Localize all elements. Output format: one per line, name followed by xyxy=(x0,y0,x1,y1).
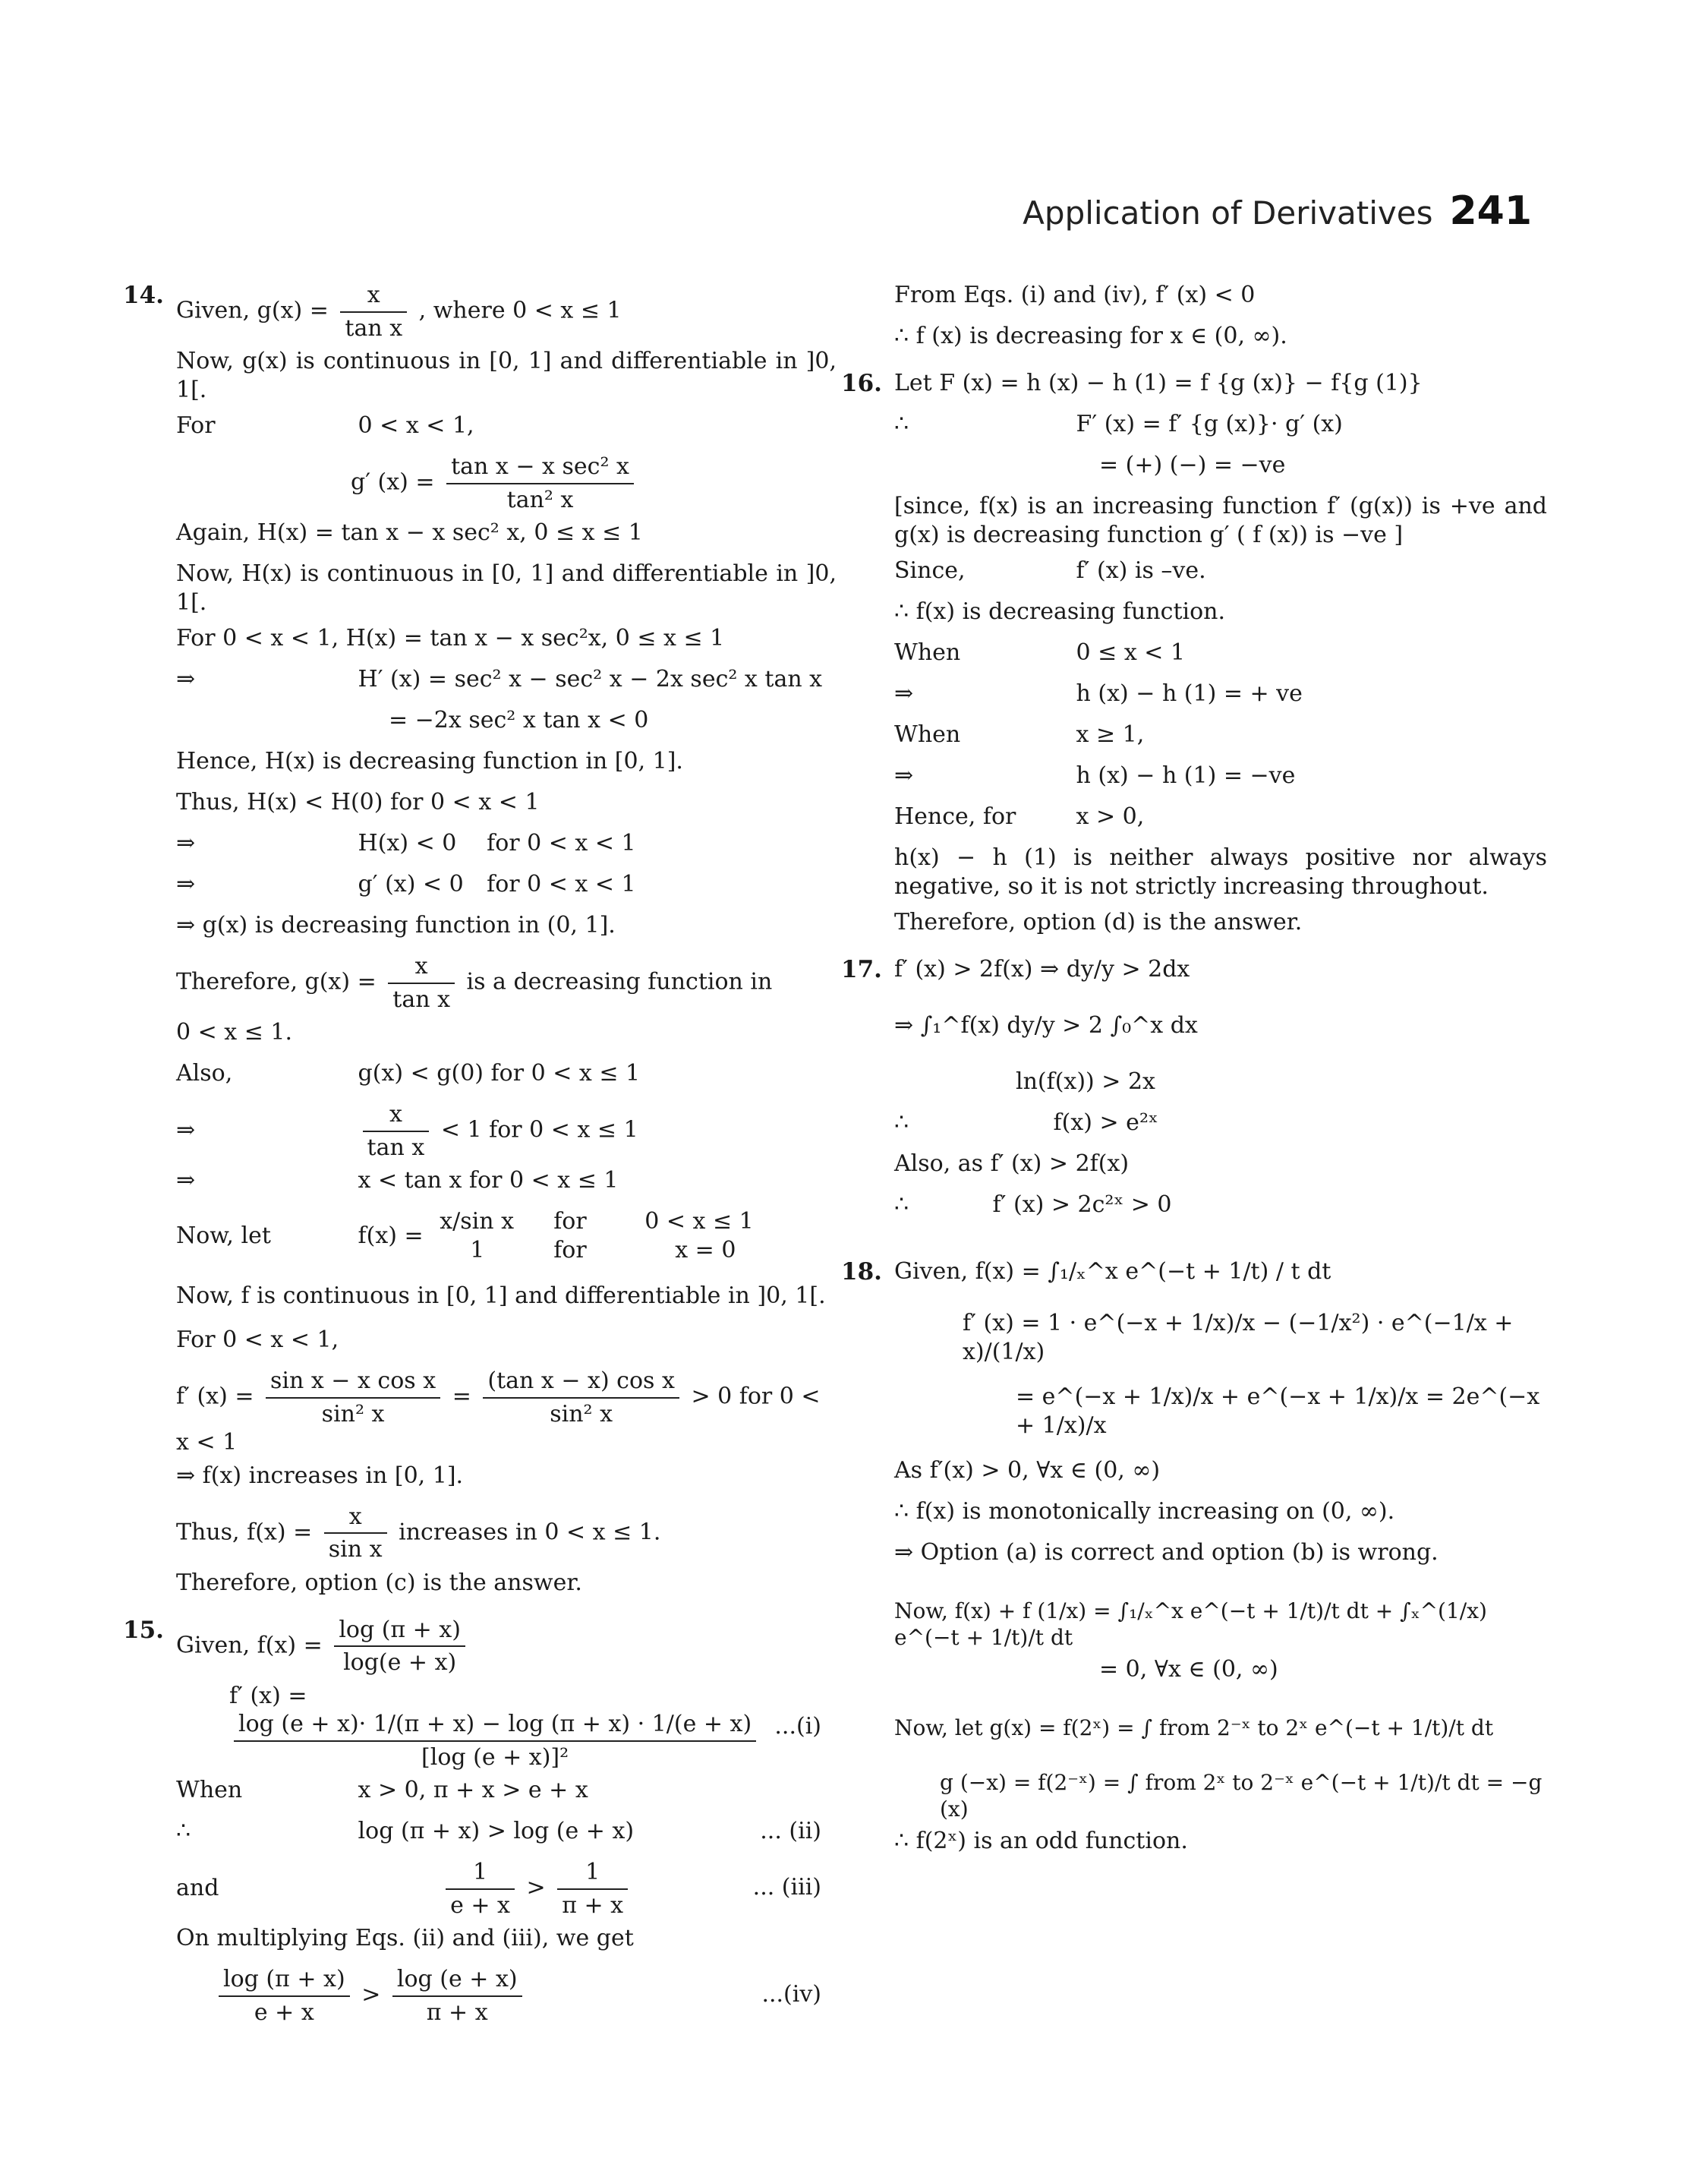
equation-tag: ...(iv) xyxy=(761,1981,821,2008)
therefore-symbol: ∴ xyxy=(894,1191,909,1218)
fraction xyxy=(557,1858,628,1920)
numerator: log (e + x)· 1/(π + x) − log (π + x) · 1/(e + x) xyxy=(234,1710,756,1742)
for-line: For 0 < x < 1, xyxy=(176,1327,339,1353)
text: f′ (x) > 2c²ˣ > 0 xyxy=(992,1191,1172,1218)
text: Therefore, g(x) = xyxy=(176,968,377,995)
text: H′ (x) = sec² x − sec² x − 2x sec² x tan x xyxy=(358,666,823,692)
label: When xyxy=(894,639,961,666)
q17-ln: ln(f(x)) > 2x xyxy=(1016,1068,1155,1095)
text: x/sin x xyxy=(440,1208,514,1235)
implies-symbol: ⇒ xyxy=(176,1167,196,1194)
implies-line: ⇒ g(x) is decreasing function in (0, 1]. xyxy=(176,912,616,939)
equation-tag: ...(i) xyxy=(774,1712,821,1740)
q18-mono: ∴ f(x) is monotonically increasing on (0, ∞). xyxy=(894,1498,1395,1525)
since-line xyxy=(894,557,1547,593)
for-line xyxy=(176,412,837,448)
hence-line xyxy=(894,803,1547,839)
q17-also: Also, as f′ (x) > 2f(x) xyxy=(894,1150,1130,1177)
numerator: log (π + x) xyxy=(334,1616,465,1648)
label: and xyxy=(176,1874,219,1901)
denominator: tan x xyxy=(367,1134,425,1161)
fraction xyxy=(483,1367,679,1428)
text: f(x) > e²ˣ xyxy=(1053,1109,1158,1136)
fraction xyxy=(219,1965,350,2027)
f-increase-line: ⇒ f(x) increases in [0, 1]. xyxy=(176,1462,464,1489)
for-line: For 0 < x < 1, H(x) = tan x − x sec²x, 0 ≤ x ≤ 1 xyxy=(176,625,725,651)
eq-iv-line xyxy=(176,1965,837,2027)
denominator: tan x xyxy=(392,986,450,1013)
text: f′ (x) is –ve. xyxy=(1076,557,1206,584)
q18-odd: ∴ f(2ˣ) is an odd function. xyxy=(894,1828,1188,1854)
numerator: x xyxy=(388,952,455,984)
text: Let F (x) = h (x) − h (1) = f {g (x)} − f{g (1)} xyxy=(894,370,1423,396)
denominator: log(e + x) xyxy=(343,1649,457,1676)
when-line xyxy=(894,721,1547,757)
fraction xyxy=(266,1367,440,1428)
label: Now, let xyxy=(176,1222,271,1249)
text: g′ (x) = xyxy=(351,468,435,496)
q14-given xyxy=(123,281,837,342)
text: > 0 for 0 < x < 1 xyxy=(176,1383,821,1456)
implies-symbol: ⇒ xyxy=(176,871,196,897)
denominator: sin² x xyxy=(321,1400,385,1427)
implies-symbol: ⇒ xyxy=(894,680,914,707)
paragraph: Now, f is continuous in [0, 1] and differentiable in ]0, 1[. xyxy=(176,1282,826,1309)
q18-as: As f′(x) > 0, ∀x ∈ (0, ∞) xyxy=(894,1457,1161,1484)
question-number: 16. xyxy=(841,370,882,397)
thus-line xyxy=(176,1503,837,1564)
denominator: π + x xyxy=(426,1998,488,2026)
running-title: Application of Derivatives xyxy=(1023,194,1433,232)
text: H(x) < 0 xyxy=(358,830,457,856)
text: for 0 < x < 1 xyxy=(487,871,636,897)
xtan-line xyxy=(176,1166,837,1203)
text: 1 xyxy=(470,1236,485,1263)
implies-symbol: ⇒ xyxy=(176,666,196,692)
q18-zero: = 0, ∀x ∈ (0, ∞) xyxy=(1099,1656,1278,1683)
denominator: sin² x xyxy=(550,1400,613,1427)
h-prime-line xyxy=(176,665,837,702)
numerator: log (e + x) xyxy=(392,1965,522,1997)
denominator: e + x xyxy=(254,1998,314,2026)
q18-given xyxy=(841,1257,1547,1294)
text: for xyxy=(553,1236,587,1263)
q15-given xyxy=(123,1616,837,1677)
fraction xyxy=(392,1965,522,2027)
label: Hence, for xyxy=(894,803,1016,830)
piecewise-def xyxy=(176,1207,837,1277)
piecewise-cases xyxy=(440,1207,754,1264)
fraction xyxy=(234,1710,756,1771)
denominator: tan x xyxy=(345,314,403,342)
when-line xyxy=(894,639,1547,675)
therefore-line xyxy=(176,952,837,1014)
text: F′ (x) = f′ {g (x)}· g′ (x) xyxy=(1076,411,1343,437)
q17-exp xyxy=(894,1109,1547,1145)
implies-symbol: ⇒ xyxy=(894,762,914,789)
denominator: sin x xyxy=(328,1536,383,1563)
text: Thus, f(x) = xyxy=(176,1519,313,1545)
label: When xyxy=(894,721,961,748)
label: Since, xyxy=(894,557,966,584)
numerator: (tan x − x) cos x xyxy=(483,1367,679,1399)
f-decreasing-line: ∴ f(x) is decreasing function. xyxy=(894,598,1226,625)
text: is a decreasing function in xyxy=(466,968,773,995)
text: x > 0, π + x > e + x xyxy=(358,1777,588,1803)
text: Given, f(x) = xyxy=(176,1632,323,1658)
q18-sum: Now, f(x) + f (1/x) = ∫₁/ₓ^x e^(−t + 1/t)/t dt + ∫ₓ^(1/x) e^(−t + 1/t)/t dt xyxy=(894,1598,1487,1650)
left-column xyxy=(123,281,837,2031)
text: 0 < x < 1, xyxy=(358,412,474,439)
question-number: 17. xyxy=(841,956,882,983)
fraction xyxy=(363,1100,430,1162)
paragraph: h(x) − h (1) is neither always positive nor always negative, so it is not strictly increasing throughout. xyxy=(894,844,1547,900)
q16-derivative xyxy=(894,410,1547,446)
equation-tag: ... (ii) xyxy=(760,1818,821,1844)
numerator: 1 xyxy=(557,1858,628,1890)
equation-tag: ... (iii) xyxy=(752,1874,821,1901)
question-number: 14. xyxy=(123,282,164,309)
text: 0 ≤ x < 1 xyxy=(1076,639,1186,666)
greater-than: > xyxy=(526,1874,546,1901)
q18-option: ⇒ Option (a) is correct and option (b) is wrong. xyxy=(894,1539,1439,1566)
implies-line xyxy=(894,680,1547,716)
text: f′ (x) = xyxy=(229,1682,307,1709)
question-number: 15. xyxy=(123,1616,164,1644)
also-line xyxy=(176,1059,837,1096)
h-prime-result: = −2x sec² x tan x < 0 xyxy=(389,707,649,733)
answer-line: Therefore, option (d) is the answer. xyxy=(894,909,1303,935)
numerator: x xyxy=(324,1503,387,1535)
multiply-line: On multiplying Eqs. (ii) and (iii), we get xyxy=(176,1925,634,1951)
text: log (π + x) > log (e + x) xyxy=(358,1818,635,1844)
q18-derivative: f′ (x) = 1 · e^(−x + 1/x)/x − (−1/x²) · e^(−1/x + x)/(1/x) xyxy=(963,1310,1514,1365)
text: 0 < x ≤ 1 xyxy=(644,1208,754,1235)
decreasing-line: ∴ f (x) is decreasing for x ∈ (0, ∞). xyxy=(894,323,1287,349)
fraction xyxy=(324,1503,387,1564)
text: increases in 0 < x ≤ 1. xyxy=(399,1519,661,1545)
g-prime-line xyxy=(176,453,837,514)
numerator: log (π + x) xyxy=(219,1965,350,1997)
paragraph: Now, H(x) is continuous in [0, 1] and differentiable in ]0, 1[. xyxy=(176,560,837,616)
greater-than: > xyxy=(361,1981,381,2008)
page-number: 241 xyxy=(1449,188,1532,234)
question-number: 18. xyxy=(841,1258,882,1286)
text: x = 0 xyxy=(675,1236,736,1263)
eq-ii-line xyxy=(176,1817,837,1853)
numerator: 1 xyxy=(446,1858,515,1890)
label: For xyxy=(176,412,216,439)
text: g(x) < g(0) for 0 < x ≤ 1 xyxy=(358,1060,641,1087)
label: ∴ xyxy=(176,1818,191,1844)
right-column xyxy=(841,281,1547,1868)
thus-line: Thus, H(x) < H(0) for 0 < x < 1 xyxy=(176,789,540,815)
implies-symbol: ⇒ xyxy=(176,830,196,856)
text: Given, g(x) = xyxy=(176,297,329,324)
fraction xyxy=(446,453,634,514)
denominator: e + x xyxy=(450,1891,510,1919)
text: x ≥ 1, xyxy=(1076,721,1145,748)
q16-sign: = (+) (−) = −ve xyxy=(1099,452,1286,478)
numerator: x xyxy=(340,281,407,313)
implies-line xyxy=(176,829,837,866)
implies-line xyxy=(176,870,837,907)
range-line: 0 < x ≤ 1. xyxy=(176,1019,293,1046)
text: g′ (x) < 0 xyxy=(358,871,464,897)
label: When xyxy=(176,1777,243,1803)
text: h (x) − h (1) = −ve xyxy=(1076,762,1296,789)
page-header xyxy=(1023,188,1532,234)
text: x < tan x for 0 < x ≤ 1 xyxy=(358,1167,619,1194)
text: , where 0 < x ≤ 1 xyxy=(418,297,622,324)
paragraph: Now, g(x) is continuous in [0, 1] and differentiable in ]0, 1[. xyxy=(176,348,837,403)
q17-line xyxy=(841,955,1547,992)
equals: = xyxy=(452,1383,471,1410)
q17-integral: ⇒ ∫₁^f(x) dy/y > 2 ∫₀^x dx xyxy=(894,1012,1198,1039)
text: Given, f(x) = ∫₁/ₓ^x e^(−t + 1/t) / t dt xyxy=(894,1258,1331,1285)
numerator: tan x − x sec² x xyxy=(446,453,634,484)
denominator: [log (e + x)]² xyxy=(421,1743,569,1771)
text: for xyxy=(553,1208,587,1235)
from-line: From Eqs. (i) and (iv), f′ (x) < 0 xyxy=(894,282,1256,308)
q18-g-neg: g (−x) = f(2⁻ˣ) = ∫ from 2ˣ to 2⁻ˣ e^(−t + 1/t)/t dt = −g (x) xyxy=(940,1770,1543,1822)
denominator: π + x xyxy=(562,1891,624,1919)
fraction xyxy=(388,952,455,1014)
q15-derivative xyxy=(176,1682,837,1772)
eq-iii-line xyxy=(176,1858,837,1920)
text: f(x) = xyxy=(358,1222,424,1249)
text: f′ (x) = xyxy=(176,1383,254,1410)
fraction xyxy=(446,1858,515,1920)
therefore-symbol: ∴ xyxy=(894,411,909,437)
denominator: tan² x xyxy=(506,486,574,513)
label: Also, xyxy=(176,1060,233,1087)
fraction xyxy=(334,1616,465,1677)
q16-let xyxy=(841,369,1547,405)
text: < 1 for 0 < x ≤ 1 xyxy=(440,1116,638,1144)
numerator: x xyxy=(363,1100,430,1132)
text: for 0 < x < 1 xyxy=(487,830,636,856)
q18-g-def: Now, let g(x) = f(2ˣ) = ∫ from 2⁻ˣ to 2ˣ e^(−t + 1/t)/t dt xyxy=(894,1715,1494,1740)
text: x > 0, xyxy=(1076,803,1145,830)
fraction xyxy=(340,281,407,342)
implies-line xyxy=(894,762,1547,798)
text: h (x) − h (1) = + ve xyxy=(1076,680,1303,707)
ratio-line xyxy=(176,1100,837,1162)
q17-final xyxy=(894,1191,1547,1227)
answer-line: Therefore, option (c) is the answer. xyxy=(176,1569,582,1596)
text: f′ (x) > 2f(x) ⇒ dy/y > 2dx xyxy=(894,956,1190,983)
hence-line: Hence, H(x) is decreasing function in [0, 1]. xyxy=(176,748,683,774)
numerator: sin x − x cos x xyxy=(266,1367,440,1399)
f-prime-line xyxy=(176,1367,837,1457)
paragraph: [since, f(x) is an increasing function f′ (g(x)) is +ve and g(x) is decreasing function g′ ( f (x)) is −ve ] xyxy=(894,493,1547,548)
again-line: Again, H(x) = tan x − x sec² x, 0 ≤ x ≤ 1 xyxy=(176,519,643,546)
therefore-symbol: ∴ xyxy=(894,1109,909,1136)
when-line xyxy=(176,1776,837,1812)
q18-derivative-simplified: = e^(−x + 1/x)/x + e^(−x + 1/x)/x = 2e^(−x + 1/x)/x xyxy=(1016,1383,1540,1439)
implies-symbol: ⇒ xyxy=(176,1116,196,1144)
